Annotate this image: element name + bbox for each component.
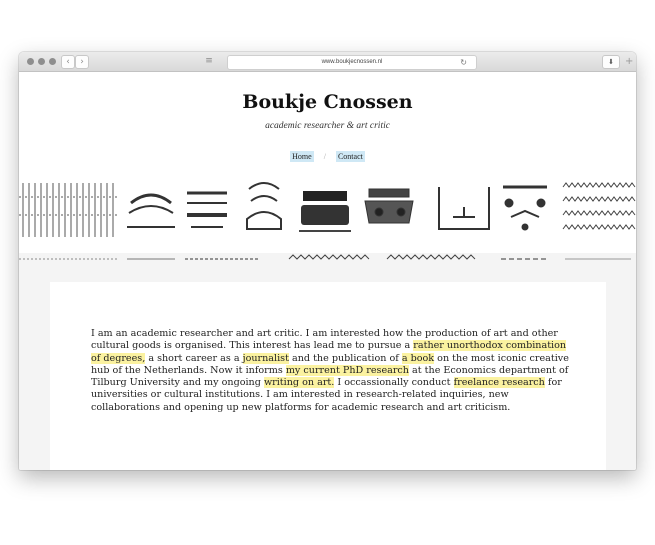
book-link[interactable]: a book bbox=[401, 352, 435, 364]
carriage-arcs-icon bbox=[127, 195, 175, 259]
sidebar-icon: ≡ bbox=[205, 56, 213, 66]
sidebar-button[interactable] bbox=[202, 55, 216, 67]
nav-separator: / bbox=[323, 152, 326, 161]
freelance-research-link[interactable]: freelance research bbox=[453, 377, 545, 389]
downloads-button[interactable] bbox=[602, 55, 620, 69]
intro-text: on the most iconic creative hub of the Netherlands. Now it informs bbox=[91, 352, 569, 376]
site-tagline: academic researcher & art critic bbox=[265, 121, 390, 131]
reload-icon[interactable]: ↻ bbox=[460, 58, 467, 67]
download-icon: ⬇ bbox=[608, 58, 614, 66]
nav-home-link[interactable]: Home bbox=[292, 152, 312, 161]
chevron-right-icon: › bbox=[80, 57, 84, 67]
chevron-left-icon: ‹ bbox=[66, 57, 70, 67]
close-window-dot[interactable] bbox=[27, 58, 34, 65]
intro-card bbox=[50, 282, 606, 470]
degrees-link[interactable]: rather unorthodox combination of degrees, bbox=[91, 340, 567, 364]
browser-window bbox=[19, 52, 636, 470]
back-button[interactable] bbox=[61, 55, 75, 69]
nav-contact-link[interactable]: Contact bbox=[337, 152, 363, 161]
typewriter-parts-banner bbox=[19, 179, 636, 275]
browser-toolbar bbox=[19, 52, 636, 72]
site-nav bbox=[19, 152, 636, 161]
curved-parts-icon bbox=[247, 183, 281, 229]
site-header bbox=[19, 72, 636, 179]
writing-on-art-link[interactable]: writing on art. bbox=[263, 377, 335, 389]
mechanism-icon bbox=[365, 189, 475, 259]
web-page bbox=[19, 72, 636, 470]
levers-icon bbox=[501, 187, 549, 259]
zoom-window-dot[interactable] bbox=[49, 58, 56, 65]
address-bar[interactable] bbox=[227, 55, 477, 70]
minimize-window-dot[interactable] bbox=[38, 58, 45, 65]
intro-text: I am an academic researcher and art critic. I am interested how the production of art and other cultural goods is organised. This interest has lead me to pursue a bbox=[91, 328, 558, 352]
intro-text: I occassionally conduct bbox=[334, 377, 454, 389]
intro-paragraph bbox=[91, 328, 571, 414]
intro-text: and the publication of bbox=[288, 352, 402, 364]
forward-button[interactable] bbox=[75, 55, 89, 69]
frame-icon bbox=[439, 187, 489, 229]
site-title[interactable]: Boukje Cnossen bbox=[242, 91, 413, 113]
phd-research-link[interactable]: my current PhD research bbox=[285, 364, 409, 376]
intro-text: at the Economics department of Tilburg University and my ongoing bbox=[91, 364, 569, 389]
journalist-link[interactable]: journalist bbox=[242, 352, 289, 364]
intro-text: for universities or cultural institutions. I am interested in research-related inquiries, new collaborations and opening up new platforms for academic research and art criticism. bbox=[91, 377, 562, 413]
url-text: www.boukjecnossen.nl bbox=[321, 59, 383, 65]
keyboard-block-icon bbox=[289, 191, 369, 259]
springs-icon bbox=[563, 183, 635, 259]
intro-text: a short career as a bbox=[145, 352, 243, 364]
typebars-icon bbox=[19, 183, 117, 259]
new-tab-icon[interactable]: + bbox=[625, 56, 634, 67]
